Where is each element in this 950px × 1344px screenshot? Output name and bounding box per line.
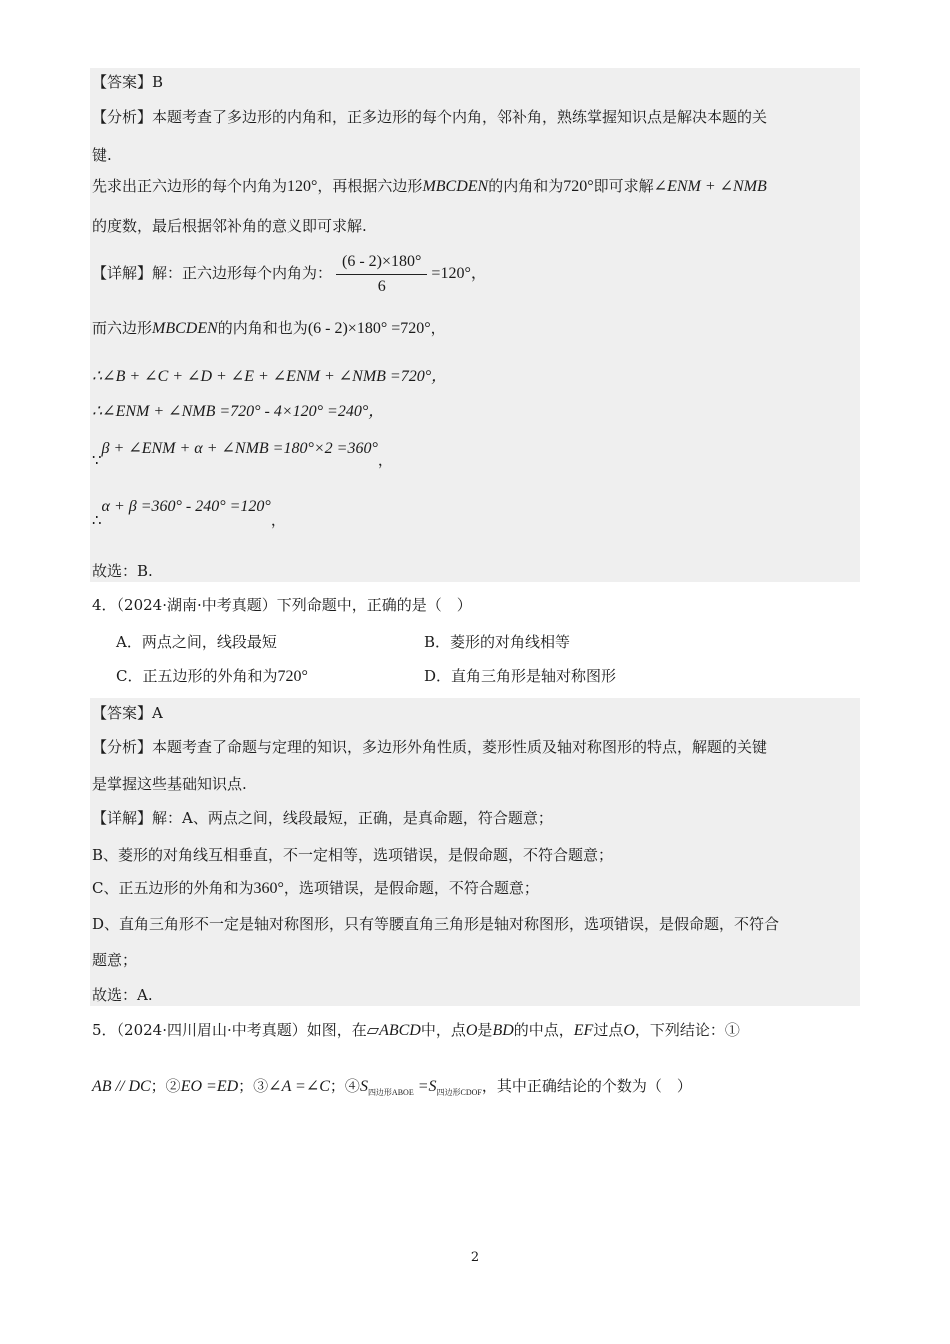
q3-fraction xyxy=(336,252,427,297)
q5-stem-text-e: 过点 xyxy=(593,1021,624,1039)
q4-detail-line5: 题意； xyxy=(92,951,138,969)
q5-segment-bd: BD xyxy=(492,1022,514,1039)
q3-hexagon-name: MBCDEN xyxy=(422,178,489,195)
q4-detail-line4: D、直角三角形不一定是轴对称图形，只有等腰直角三角形是轴对称图形，选项错误，是假命题，不符合 xyxy=(92,915,780,933)
q3-detail5-comma: ， xyxy=(377,451,393,469)
q3-detail2-text-b: 的内角和也为 xyxy=(217,319,308,337)
q5-area-symbol-1: S xyxy=(359,1078,368,1095)
q5-tail: ，其中正确结论的个数为（ ） xyxy=(481,1077,692,1095)
q5-stem-text-a: 5．（2024·四川眉山·中考真题）如图，在 xyxy=(92,1021,367,1039)
q3-detail-line5 xyxy=(92,438,393,469)
q4-stem: 4．（2024·湖南·中考真题）下列命题中，正确的是（ ） xyxy=(92,596,472,614)
q3-method-line xyxy=(92,176,767,197)
q5-stem-text-d: 的中点， xyxy=(513,1021,574,1039)
q5-conclusion-2: EO =ED xyxy=(180,1078,239,1095)
q3-method-text-c: 的内角和为 xyxy=(488,177,564,195)
q3-fraction-numerator: (6 - 2)×180° xyxy=(336,252,427,275)
q4-option-d[interactable]: D．直角三角形是轴对称图形 xyxy=(424,667,617,685)
q5-sep-1: ；② xyxy=(150,1077,181,1095)
q3-method-text-b: ，再根据六边形 xyxy=(317,177,423,195)
q3-detail2-text-a: 而六边形 xyxy=(92,319,153,337)
q5-segment-ef: EF xyxy=(573,1022,594,1039)
q4-detail-line3 xyxy=(92,878,539,899)
q3-choose: 故选：B. xyxy=(92,562,153,580)
q5-conclusion-3: ∠A =∠C xyxy=(268,1078,330,1095)
q4-choose: 故选：A. xyxy=(92,986,153,1004)
q5-area-subscript-2: 四边形CDOF xyxy=(436,1088,482,1098)
q4-analysis-line2: 是掌握这些基础知识点. xyxy=(92,775,247,793)
q4-option-b[interactable]: B．菱形的对角线相等 xyxy=(424,633,571,651)
q5-point-o: O xyxy=(465,1022,478,1039)
q3-angle-720: 720° xyxy=(563,178,594,195)
q3-detail-line3: ∴∠B + ∠C + ∠D + ∠E + ∠ENM + ∠NMB =720°， xyxy=(92,368,448,385)
q3-analysis-line2: 键. xyxy=(92,146,112,164)
q3-method-text-d: 即可求解 xyxy=(593,177,654,195)
q3-detail-line6 xyxy=(92,496,286,529)
q3-method-line2: 的度数，最后根据邻补角的意义即可求解. xyxy=(92,217,367,235)
q4-detail-line2: B、菱形的对角线互相垂直，不一定相等，选项错误，是假命题，不符合题意； xyxy=(92,846,614,864)
q3-detail-text: 【详解】解：正六边形每个内角为： xyxy=(92,264,333,282)
q4-detail3-text-b: ，选项错误，是假命题，不符合题意； xyxy=(283,879,539,897)
q3-detail-line2 xyxy=(92,318,446,339)
q3-detail2-hexagon: MBCDEN xyxy=(152,320,218,337)
q4-answer: 【答案】A xyxy=(92,704,163,722)
q3-detail6-comma: ， xyxy=(270,511,286,529)
q3-detail5-expr: β + ∠ENM + α + ∠NMB =180°×2 =360° xyxy=(101,440,378,457)
q3-angle-sum: ∠ENM + ∠NMB xyxy=(653,178,767,195)
q5-conclusions xyxy=(92,1076,692,1103)
q3-detail6-expr: α + β =360° - 240° =120° xyxy=(101,498,271,515)
q5-conclusion-4 xyxy=(359,1078,482,1098)
q5-sep-2: ；③ xyxy=(238,1077,269,1095)
q4-detail3-text-a: C、正五边形的外角和为 xyxy=(92,879,254,897)
q5-parallelogram: ▱ABCD xyxy=(366,1022,421,1039)
q4-option-c[interactable] xyxy=(116,666,308,687)
q4-analysis-line1: 【分析】本题考查了命题与定理的知识，多边形外角性质，菱形性质及轴对称图形的特点，解题的关键 xyxy=(92,738,768,756)
q3-answer: 【答案】B xyxy=(92,73,164,91)
q5-stem-text-c: 是 xyxy=(477,1021,493,1039)
q5-stem xyxy=(92,1020,740,1041)
q3-detail-line1 xyxy=(92,250,487,297)
q3-method-text-a: 先求出正六边形的每个内角为 xyxy=(92,177,288,195)
q3-fraction-denominator: 6 xyxy=(377,277,386,295)
q4-option-a[interactable]: A．两点之间，线段最短 xyxy=(116,633,277,651)
q4-option-c-text: C．正五边形的外角和为 xyxy=(116,667,278,685)
q3-because-symbol: ∵ xyxy=(92,451,102,469)
q5-stem-text-b: 中，点 xyxy=(420,1021,466,1039)
q5-area-subscript-1: 四边形ABOE xyxy=(367,1088,414,1098)
q4-detail-line1: 【详解】解：A、两点之间，线段最短，正确，是真命题，符合题意； xyxy=(92,809,553,827)
q3-detail-line4: ∴∠ENM + ∠NMB =720° - 4×120° =240°， xyxy=(92,403,385,420)
q3-detail2-text-c: ， xyxy=(430,319,446,337)
q5-stem-text-f: ，下列结论：① xyxy=(634,1021,740,1039)
q5-conclusion-1: AB // DC xyxy=(92,1078,151,1095)
q3-angle-120: 120° xyxy=(287,178,318,195)
q4-option-c-value: 720° xyxy=(277,668,308,685)
q3-detail2-expr: (6 - 2)×180° =720° xyxy=(307,320,431,337)
q4-detail3-value: 360° xyxy=(253,880,284,897)
q3-analysis-line1: 【分析】本题考查了多边形的内角和，正多边形的每个内角，邻补角，熟练掌握知识点是解决本题的关 xyxy=(92,108,768,126)
q5-area-equals: =S xyxy=(413,1078,437,1095)
q5-sep-3: ；④ xyxy=(329,1077,360,1095)
q5-point-o-2: O xyxy=(623,1022,635,1039)
q3-fraction-result: =120°， xyxy=(431,265,487,282)
q3-therefore-symbol: ∴ xyxy=(92,511,102,529)
page-number: 2 xyxy=(470,1250,480,1265)
